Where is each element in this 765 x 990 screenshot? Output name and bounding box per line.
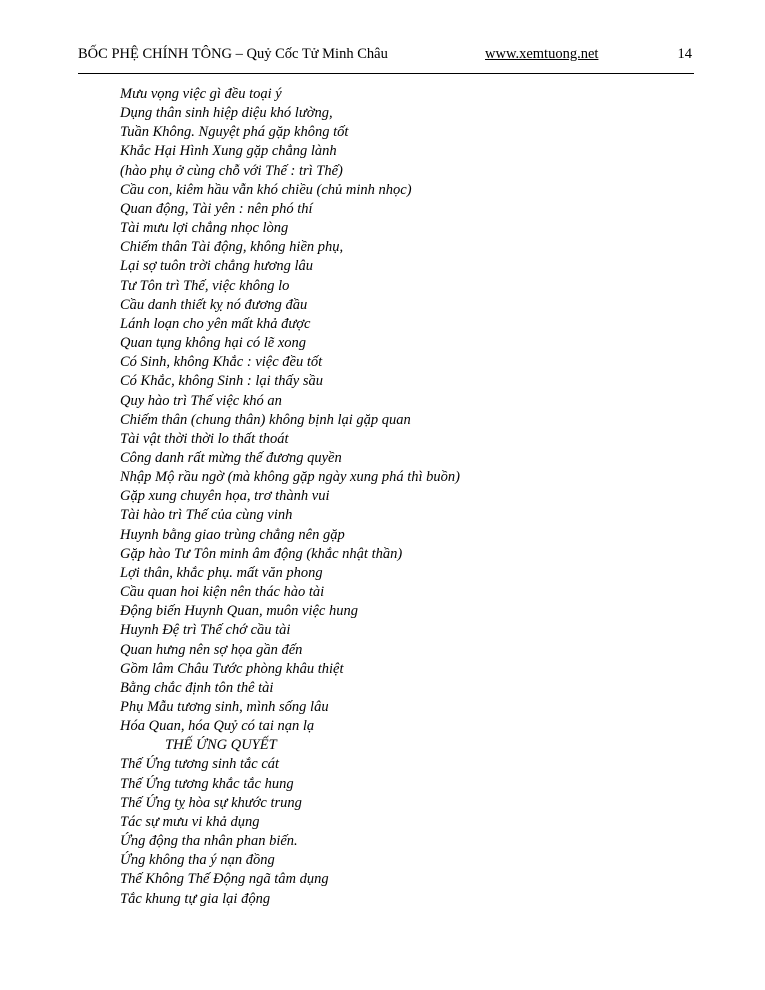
verse-line: Chiếm thân (chung thân) không bịnh lại gặp quan xyxy=(120,411,411,428)
page-number: 14 xyxy=(677,46,692,62)
verse-line: Gồm lâm Châu Tước phòng khâu thiệt xyxy=(120,660,344,677)
verse-line: Quan động, Tài yên : nên phó thí xyxy=(120,200,313,217)
verse-line: Ứng động tha nhân phan biến. xyxy=(120,833,298,850)
verse-line: Cầu quan hoi kiện nên thác hào tài xyxy=(120,584,325,601)
verse-line: Lánh loạn cho yên mất khả được xyxy=(120,315,311,332)
document-title: BỐC PHỆ CHÍNH TÔNG – Quỷ Cốc Tử Minh Châu xyxy=(78,46,388,62)
verse-line: Thế Ứng tỵ hòa sự khước trung xyxy=(120,794,302,811)
verse-line: Có Khắc, không Sinh : lại thấy sầu xyxy=(120,373,323,390)
verse-line: Bằng chắc định tôn thê tài xyxy=(120,679,274,696)
verse-line: Thế Không Thế Động ngã tâm dụng xyxy=(120,871,329,888)
verse-line: Công danh rất mừng thế đương quyền xyxy=(120,449,342,466)
section-heading: THẾ ỨNG QUYẾT xyxy=(165,737,277,754)
verse-line: Quy hào trì Thế việc khó an xyxy=(120,392,282,409)
verse-line: (hào phụ ở cùng chỗ với Thế : trì Thế) xyxy=(120,162,343,179)
verse-line: Tuần Không. Nguyệt phá gặp không tốt xyxy=(120,124,349,141)
verse-line: Tác sự mưu vi khả dụng xyxy=(120,813,260,830)
verse-line: Tư Tôn trì Thế, việc không lo xyxy=(120,277,290,294)
verse-line: Chiếm thân Tài động, không hiền phụ, xyxy=(120,239,344,256)
page-header xyxy=(78,46,694,68)
verse-line: Tài vật thời thời lo thất thoát xyxy=(120,430,289,447)
verse-line: Có Sinh, không Khắc : việc đều tốt xyxy=(120,354,323,371)
verse-line: Tài mưu lợi chẳng nhọc lòng xyxy=(120,220,289,237)
verse-line: Quan hưng nên sợ họa gần đến xyxy=(120,641,303,658)
verse-line: Phụ Mẫu tương sinh, mình sống lâu xyxy=(120,699,329,715)
header-divider xyxy=(78,73,694,74)
verse-line: Tài hào trì Thế của cùng vinh xyxy=(120,507,293,524)
verse-line: Thế Ứng tương khắc tắc hung xyxy=(120,775,294,792)
verse-body xyxy=(120,85,460,909)
verse-line: Lại sợ tuôn trời chẳng hương lâu xyxy=(120,258,314,275)
verse-line: Động biến Huynh Quan, muôn việc hung xyxy=(120,603,358,620)
verse-line: Huynh Đệ trì Thế chớ cầu tài xyxy=(120,622,291,639)
verse-line: Ứng không tha ý nạn đồng xyxy=(120,852,275,869)
verse-line: Gặp hào Tư Tôn minh âm động (khắc nhật thần) xyxy=(120,545,403,562)
verse-line: Gặp xung chuyên họa, trơ thành vui xyxy=(120,488,330,505)
website-link[interactable]: www.xemtuong.net xyxy=(485,46,599,62)
verse-line: Huynh bằng giao trùng chẳng nên gặp xyxy=(120,526,345,543)
verse-line: Hóa Quan, hóa Quỷ có tai nạn lạ xyxy=(120,718,315,735)
verse-line: Khắc Hại Hình Xung gặp chẳng lành xyxy=(120,143,337,160)
verse-line: Cầu con, kiêm hầu vẫn khó chiều (chủ minh nhọc) xyxy=(120,181,412,198)
verse-line: Mưu vọng việc gì đều toại ý xyxy=(120,86,282,102)
verse-line: Dụng thân sinh hiệp diệu khó lường, xyxy=(120,105,333,122)
verse-line: Lợi thân, khắc phụ. mất văn phong xyxy=(120,564,323,581)
verse-line: Tắc khung tự gia lại động xyxy=(120,890,271,907)
verse-line: Cầu danh thiết kỵ nó đương đầu xyxy=(120,296,308,313)
verse-line: Quan tụng không hại có lẽ xong xyxy=(120,335,307,352)
verse-line: Nhập Mộ rầu ngờ (mà không gặp ngày xung phá thì buồn) xyxy=(120,469,460,486)
verse-line: Thế Ứng tương sinh tắc cát xyxy=(120,756,280,773)
